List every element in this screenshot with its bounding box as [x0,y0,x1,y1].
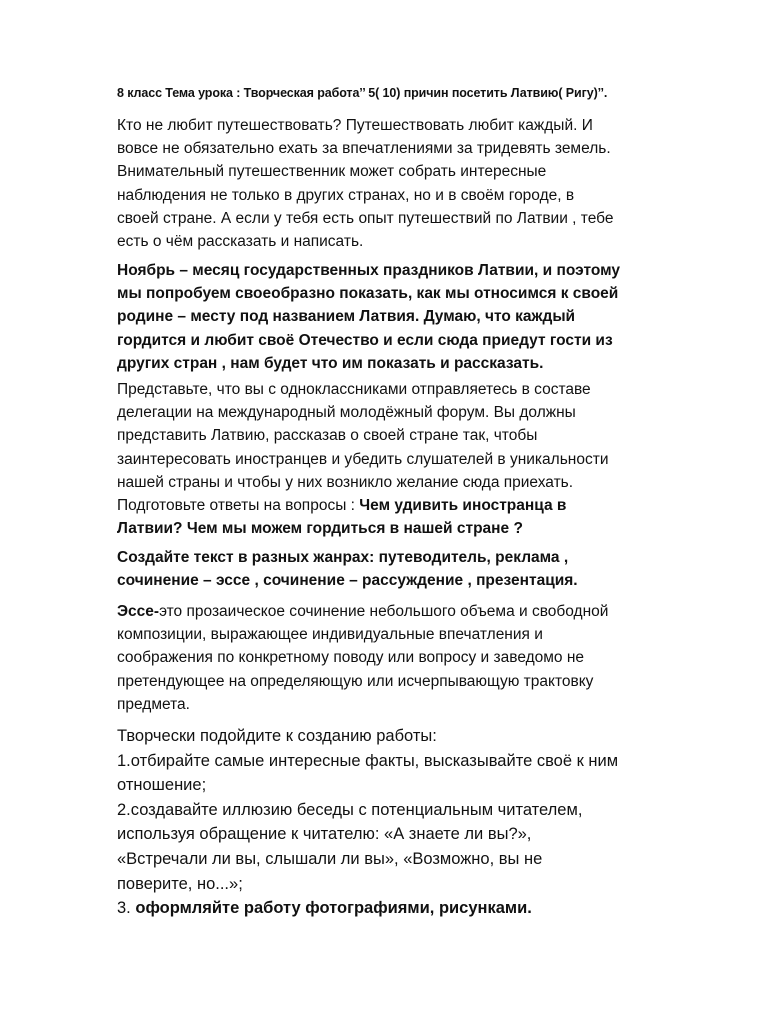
tip-line: поверите, но...»; [117,874,243,893]
november-line: Ноябрь – месяц государственных праздников Латвии, и поэтому [117,262,620,279]
intro-line: Внимательный путешественник может собрать интересные [117,163,547,181]
essay-term: Эссе- [117,603,160,620]
delegation-line: нашей страны и чтобы у них возникло желание сюда приехать. [117,473,574,491]
november-line: гордится и любит своё Отечество и если сюда приедут гости из [117,331,613,349]
delegation-line: заинтересовать иностранцев и убедить слушателей в уникальности [117,450,609,468]
tips-title: Творчески подойдите к созданию работы: [117,727,437,745]
genres-paragraph [117,546,657,592]
tip-line: 2.создавайте иллюзию беседы с потенциальным читателем, [117,800,583,819]
tip-text: оформляйте работу фотографиями, рисунками. [135,899,532,918]
essay-line [117,600,657,623]
delegation-line: Представьте, что вы с одноклассниками отправляетесь в составе [117,381,591,398]
questions-prefix: Подготовьте ответы на вопросы : [117,497,360,515]
intro-line: своей стране. А если у тебя есть опыт путешествий по Латвии , тебе [117,209,614,227]
questions-line: Латвии? Чем мы можем гордиться в нашей стране ? [117,520,523,538]
essay-line: претендующее на определяющую или исчерпывающую трактовку [117,672,594,690]
tips-section [117,724,657,921]
intro-paragraph [117,114,657,253]
genres-line: сочинение – эссе , сочинение – рассуждение , презентация. [117,572,578,590]
essay-line: соображения по конкретному поводу или вопросу и заведомо не [117,649,585,667]
intro-line: наблюдения не только в других странах, но и в своём городе, в [117,186,575,204]
questions-bold: Чем удивить иностранца в [359,497,567,515]
essay-definition: это прозаическое сочинение небольшого объема и свободной [159,603,609,620]
questions-line [117,494,657,517]
intro-line: Кто не любит путешествовать? Путешествовать любит каждый. И [117,117,593,134]
november-line: мы попробуем своеобразно показать, как мы относимся к своей [117,285,619,303]
november-line: родине – месту под названием Латвия. Думаю, что каждый [117,308,576,326]
tip-line: 1.отбирайте самые интересные факты, высказывайте своё к ним [117,751,619,770]
essay-line: композиции, выражающее индивидуальные впечатления и [117,626,543,644]
tip-line: используя обращение к читателю: «А знаете ли вы?», [117,825,532,844]
delegation-paragraph [117,378,657,540]
intro-line: есть о чём рассказать и написать. [117,233,364,251]
tip-line [117,896,657,921]
november-line: других стран , нам будет что им показать и рассказать. [117,354,544,372]
tip-line: отношение; [117,776,207,795]
essay-paragraph [117,600,657,716]
genres-line: Создайте текст в разных жанрах: путеводитель, реклама , [117,549,569,566]
delegation-line: делегации на международный молодёжный форум. Вы должны [117,404,576,422]
essay-line: предмета. [117,695,190,713]
intro-line: вовсе не обязательно ехать за впечатлениями за тридевять земель. [117,140,611,158]
delegation-line: представить Латвию, рассказав о своей стране так, чтобы [117,427,538,445]
november-paragraph [117,259,657,375]
tip-line: «Встречали ли вы, слышали ли вы», «Возможно, вы не [117,849,543,868]
tip-number: 3. [117,899,136,918]
lesson-heading: 8 класс Тема урока : Творческая работа’’ 5( 10) причин посетить Латвию( Ригу)’’. [117,86,608,100]
